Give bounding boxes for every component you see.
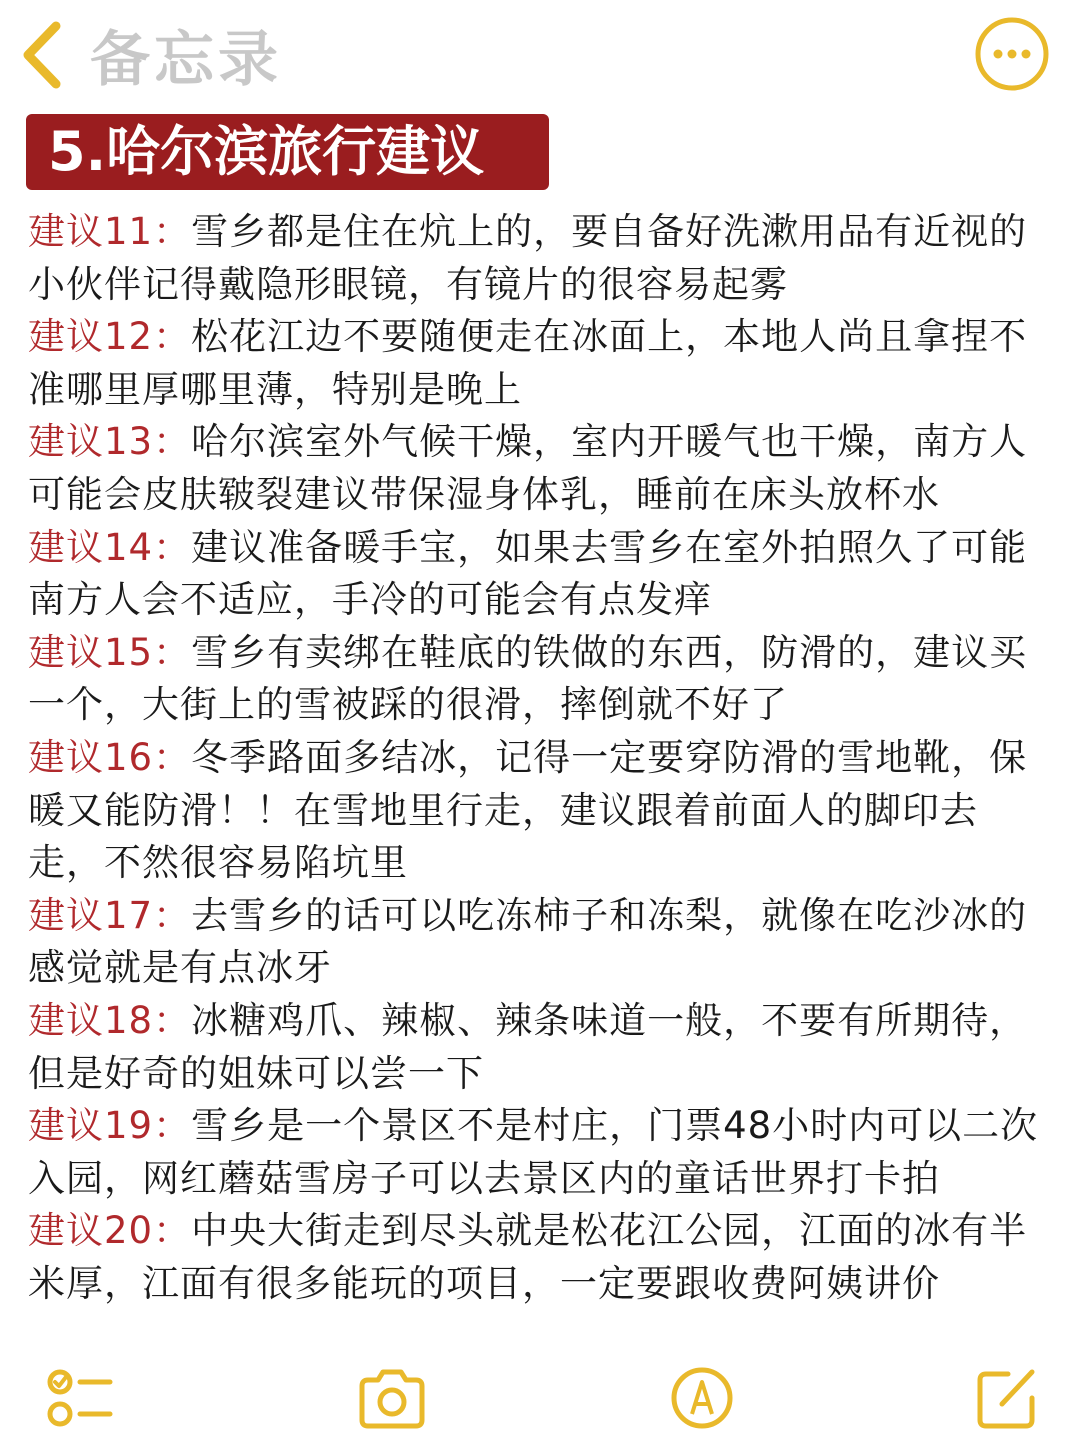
tip-label: 建议12：: [28, 315, 192, 359]
tip-label: 建议17：: [28, 893, 192, 937]
tip-text: 中央大街走到尽头就是松花江公园，江面的冰有半米厚，江面有很多能玩的项目，一定要跟收费阿姨讲价: [28, 1209, 1028, 1305]
tip-text: 雪乡是一个景区不是村庄，门票48小时内可以二次入园，网红蘑菇雪房子可以去景区内的童话世界打卡拍: [28, 1104, 1039, 1200]
tip-label: 建议14：: [28, 525, 192, 569]
bottom-toolbar: [0, 1350, 1080, 1440]
tip-item: [28, 416, 1052, 521]
tip-text: 雪乡有卖绑在鞋底的铁做的东西，防滑的，建议买一个，大街上的雪被踩的很滑，摔倒就不好了: [28, 630, 1028, 727]
tip-label: 建议13：: [28, 420, 192, 464]
compose-icon: [968, 1358, 1048, 1438]
tip-item: [28, 627, 1052, 732]
more-button[interactable]: [972, 14, 1052, 94]
back-label: 备忘录: [90, 25, 282, 95]
tip-label: 建议15：: [28, 630, 192, 674]
tip-item: [28, 311, 1052, 416]
tip-label: 建议11：: [28, 210, 192, 253]
checklist-icon: [42, 1358, 122, 1438]
navigation-bar: [0, 0, 1080, 110]
note-title-banner: [26, 114, 549, 190]
tip-item: [28, 890, 1052, 995]
chevron-left-icon: [18, 20, 64, 90]
tip-text: 去雪乡的话可以吃冻柿子和冻梨，就像在吃沙冰的感觉就是有点冰牙: [28, 893, 1028, 990]
tip-item: [28, 732, 1052, 890]
tip-text: 建议准备暖手宝，如果去雪乡在室外拍照久了可能南方人会不适应，手冷的可能会有点发痒: [28, 525, 1028, 622]
back-button[interactable]: [18, 10, 398, 100]
tip-item: [28, 1100, 1052, 1205]
tip-text: 冰糖鸡爪、辣椒、辣条味道一般，不要有所期待，但是好奇的姐妹可以尝一下: [28, 998, 1028, 1095]
camera-icon: [352, 1358, 432, 1438]
tip-text: 哈尔滨室外气候干燥，室内开暖气也干燥，南方人可能会皮肤皲裂建议带保湿身体乳，睡前在床头放杯水: [28, 420, 1028, 516]
camera-button[interactable]: [352, 1358, 432, 1438]
markup-button[interactable]: [662, 1358, 742, 1438]
note-title: 5.哈尔滨旅行建议: [48, 120, 485, 183]
tip-text: 雪乡都是住在炕上的，要自备好洗漱用品有近视的小伙伴记得戴隐形眼镜，有镜片的很容易起雾: [28, 210, 1028, 306]
tip-text: 松花江边不要随便走在冰面上，本地人尚且拿捏不准哪里厚哪里薄，特别是晚上: [28, 315, 1028, 411]
more-circle-icon: [972, 14, 1052, 94]
tip-item: [28, 206, 1052, 311]
tip-label: 建议18：: [28, 998, 192, 1042]
tip-label: 建议16：: [28, 735, 192, 779]
markup-pen-icon: [662, 1358, 742, 1438]
note-body[interactable]: [28, 206, 1052, 1310]
tip-label: 建议19：: [28, 1104, 192, 1148]
tip-item: [28, 995, 1052, 1100]
tip-item: [28, 522, 1052, 627]
tip-item: [28, 1205, 1052, 1310]
compose-button[interactable]: [968, 1358, 1048, 1438]
tip-label: 建议20：: [28, 1209, 192, 1253]
tip-text: 冬季路面多结冰，记得一定要穿防滑的雪地靴，保暖又能防滑！！在雪地里行走，建议跟着前面人的脚印去走，不然很容易陷坑里: [28, 735, 1028, 885]
checklist-button[interactable]: [42, 1358, 122, 1438]
